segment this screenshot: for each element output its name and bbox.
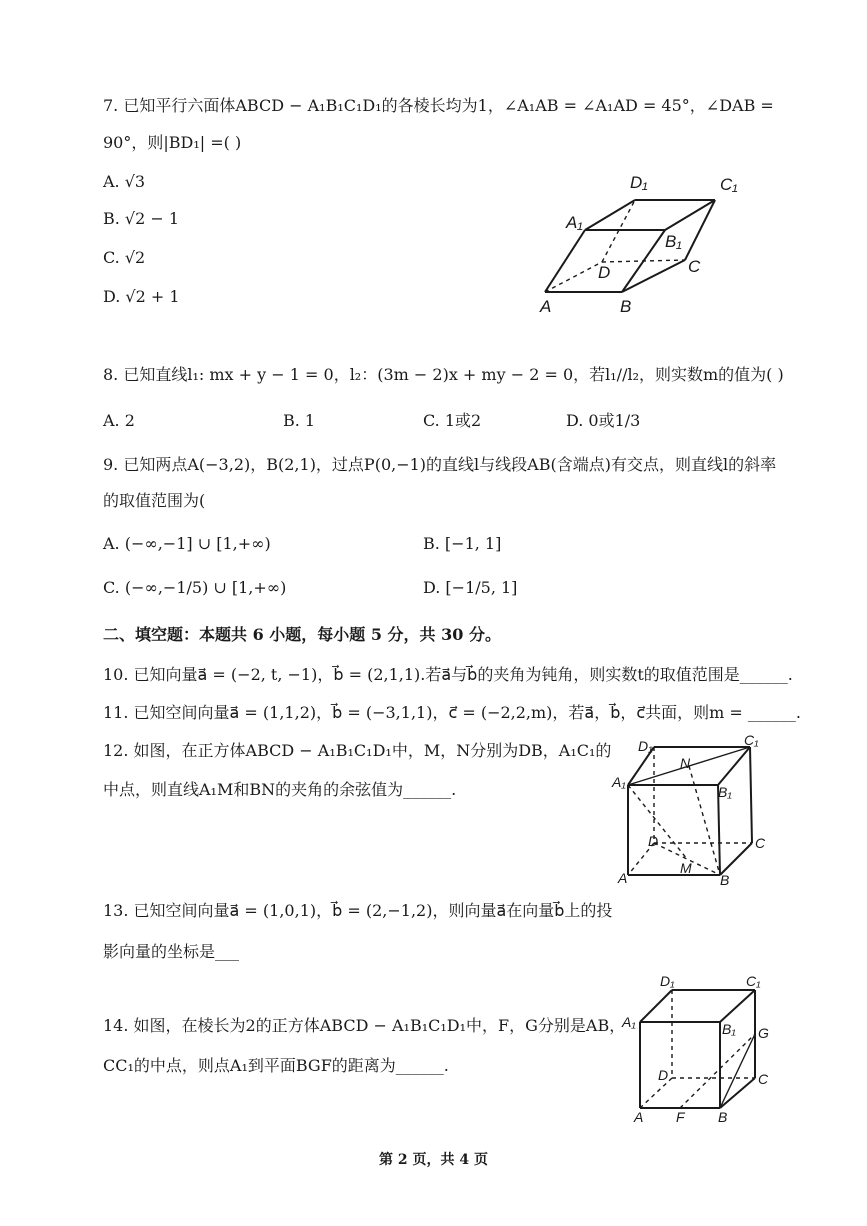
q14-label-f: F: [676, 1109, 685, 1125]
q12-stem-line2: 中点，则直线A₁M和BN的夹角的余弦值为______.: [103, 780, 457, 799]
q7-stem-line2: 90°，则|BD₁| =( ): [103, 133, 242, 152]
q7-label-a: A: [540, 297, 552, 316]
q10-stem: 10. 已知向量a⃗ = (−2, t, −1)，b⃗ = (2,1,1).若a⃗与b⃗的夹角为钝角，则实数t的取值范围是______.: [103, 665, 793, 684]
q14-label-a1: A₁: [622, 1014, 636, 1030]
section-title-fill-in: 二、填空题：本题共 6 小题，每小题 5 分，共 30 分。: [103, 625, 501, 644]
q14-stem-line1: 14. 如图，在棱长为2的正方体ABCD − A₁B₁C₁D₁中，F，G分别是AB，: [103, 1016, 626, 1035]
q12-cube-figure: [610, 732, 770, 890]
q14-label-c1: C₁: [746, 973, 761, 989]
q7-label-d1: D₁: [630, 173, 648, 192]
q12-label-d1: D₁: [638, 738, 653, 754]
q7-label-a1: A₁: [566, 213, 583, 232]
q8-option-b: B. 1: [283, 411, 316, 430]
q8-option-a: A. 2: [103, 411, 135, 430]
q14-label-a: A: [634, 1109, 644, 1125]
q13-stem-line1: 13. 已知空间向量a⃗ = (1,0,1)，b⃗ = (2,−1,2)，则向量a⃗在向量b⃗上的投: [103, 901, 613, 920]
q12-label-n: N: [680, 755, 691, 771]
q8-stem: 8. 已知直线l₁: mx + y − 1 = 0，l₂：(3m − 2)x + my − 2 = 0，若l₁//l₂，则实数m的值为( ): [103, 365, 784, 384]
q14-label-c: C: [758, 1071, 769, 1087]
q7-label-c1: C₁: [720, 175, 738, 194]
q7-option-c: C. √2: [103, 248, 146, 267]
q7-label-b: B: [620, 297, 632, 316]
q11-stem: 11. 已知空间向量a⃗ = (1,1,2)，b⃗ = (−3,1,1)，c⃗ = (−2,2,m)，若a⃗，b⃗，c⃗共面，则m = ______.: [103, 703, 802, 722]
q14-label-g: G: [758, 1025, 769, 1041]
q8-option-d: D. 0或1/3: [566, 411, 641, 430]
q12-stem-line1: 12. 如图，在正方体ABCD − A₁B₁C₁D₁中，M，N分别为DB，A₁C₁的: [103, 741, 612, 760]
page-footer: 第 2 页，共 4 页: [379, 1152, 488, 1168]
q14-label-b1: B₁: [722, 1021, 736, 1037]
q7-option-b: B. √2 − 1: [103, 209, 180, 228]
q9-option-c: C. (−∞,−1/5) ∪ [1,+∞): [103, 578, 287, 597]
q7-parallelepiped-figure: [530, 170, 780, 320]
q12-label-c1: C₁: [744, 732, 759, 748]
q7-label-d: D: [598, 263, 611, 282]
q12-label-a: A: [618, 870, 628, 886]
q7-stem-line1: 7. 已知平行六面体ABCD − A₁B₁C₁D₁的各棱长均为1，∠A₁AB = ∠A₁AD = 45°，∠DAB =: [103, 96, 774, 115]
q7-option-a: A. √3: [103, 172, 146, 191]
q12-label-d: D: [648, 833, 659, 849]
q14-label-d: D: [658, 1067, 669, 1083]
q13-stem-line2: 影向量的坐标是___: [103, 942, 240, 961]
q14-cube-figure: [620, 972, 780, 1132]
q9-stem-line2: 的取值范围为(: [103, 491, 206, 510]
q9-option-b: B. [−1, 1]: [423, 534, 502, 553]
q14-stem-line2: CC₁的中点，则点A₁到平面BGF的距离为______.: [103, 1056, 449, 1075]
q8-option-c: C. 1或2: [423, 411, 482, 430]
q12-label-b1: B₁: [718, 784, 732, 800]
q12-label-c: C: [755, 835, 766, 851]
q7-label-c: C: [688, 257, 701, 276]
q12-label-m: M: [680, 860, 692, 876]
q14-label-b: B: [718, 1109, 728, 1125]
q12-label-b: B: [720, 872, 730, 888]
q7-option-d: D. √2 + 1: [103, 287, 180, 306]
q14-label-d1: D₁: [660, 973, 675, 989]
q9-stem-line1: 9. 已知两点A(−3,2)，B(2,1)，过点P(0,−1)的直线l与线段AB(含端点)有交点，则直线l的斜率: [103, 455, 777, 474]
q12-label-a1: A₁: [612, 774, 626, 790]
q9-option-d: D. [−1/5, 1]: [423, 578, 518, 597]
q7-label-b1: B₁: [665, 232, 682, 251]
q9-option-a: A. (−∞,−1] ∪ [1,+∞): [103, 534, 271, 553]
